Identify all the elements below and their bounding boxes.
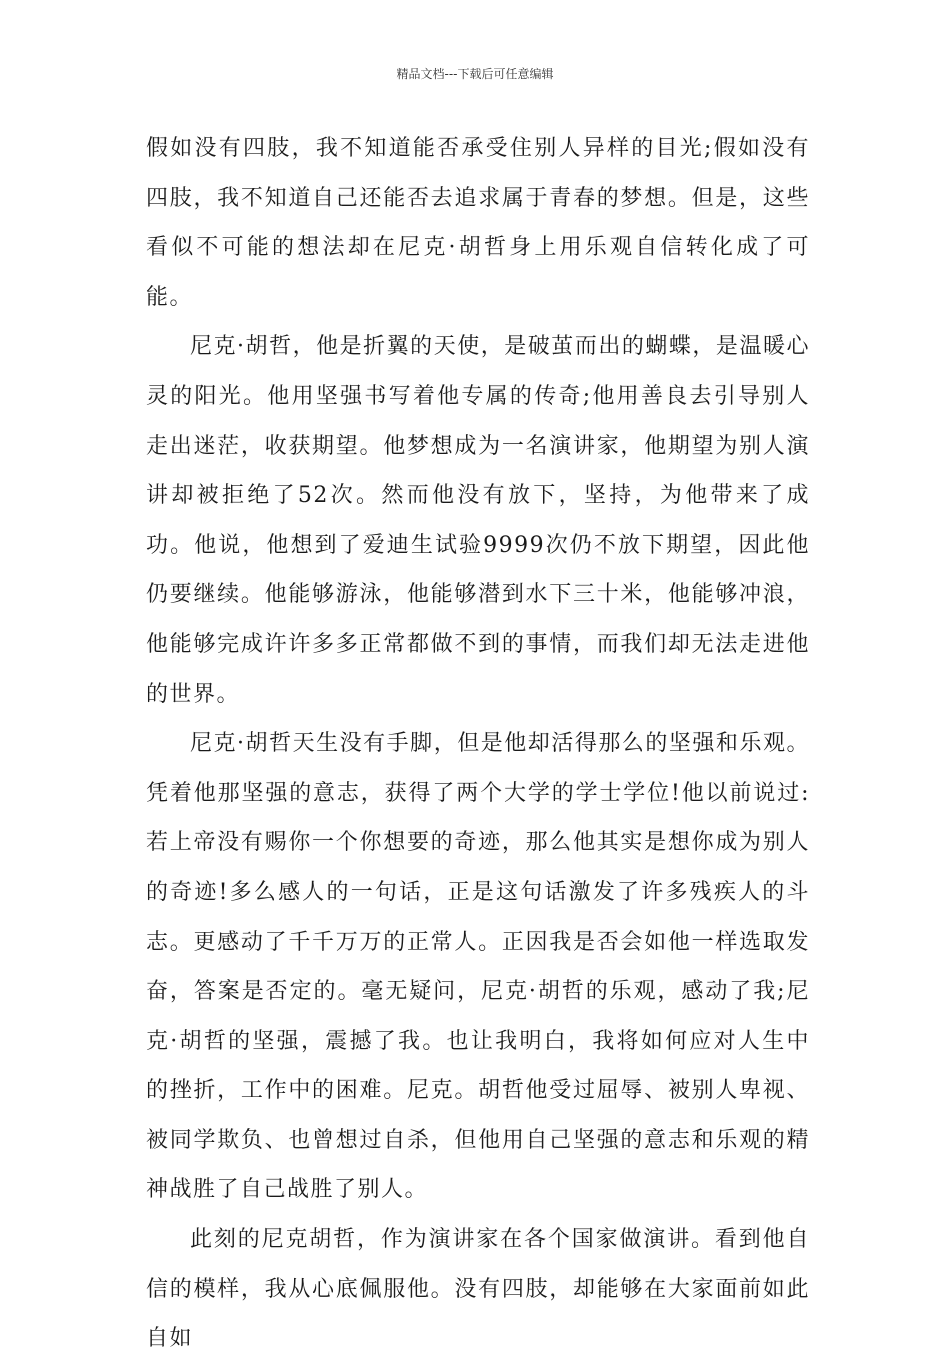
paragraph-4: 此刻的尼克胡哲，作为演讲家在各个国家做演讲。看到他自信的模样，我从心底佩服他。没有四肢，却能够在大家面前如此自如 <box>146 1227 810 1352</box>
paragraph-3: 尼克·胡哲天生没有手脚，但是他却活得那么的坚强和乐观。凭着他那坚强的意志，获得了两个大学的学士学位!他以前说过:若上帝没有赐你一个你想要的奇迹，那么他其实是想你成为别人的奇迹!多么感人的一句话，正是这句话激发了许多残疾人的斗志。更感动了千千万万的正常人。正因我是否会如他一样选取发奋，答案是否定的。毫无疑问，尼克·胡哲的乐观，感动了我;尼克·胡哲的坚强，震撼了我。也让我明白，我将如何应对人生中的挫折，工作中的困难。尼克。胡哲他受过屈辱、被别人卑视、被同学欺负、也曾想过自杀，但他用自己坚强的意志和乐观的精神战胜了自己战胜了别人。 <box>146 731 810 1203</box>
paragraph-1: 假如没有四肢，我不知道能否承受住别人异样的目光;假如没有四肢，我不知道自己还能否去追求属于青春的梦想。但是，这些看似不可能的想法却在尼克·胡哲身上用乐观自信转化成了可能。 <box>146 136 810 310</box>
page-header: 精品文档---下载后可任意编辑 <box>396 67 554 81</box>
document-body <box>146 124 810 1364</box>
paragraph-2: 尼克·胡哲，他是折翼的天使，是破茧而出的蝴蝶，是温暖心灵的阳光。他用坚强书写着他专属的传奇;他用善良去引导别人走出迷茫，收获期望。他梦想成为一名演讲家，他期望为别人演讲却被拒绝了52次。然而他没有放下，坚持，为他带来了成功。他说，他想到了爱迪生试验9999次仍不放下期望，因此他仍要继续。他能够游泳，他能够潜到水下三十米，他能够冲浪，他能够完成许许多多正常都做不到的事情，而我们却无法走进他的世界。 <box>146 334 810 707</box>
